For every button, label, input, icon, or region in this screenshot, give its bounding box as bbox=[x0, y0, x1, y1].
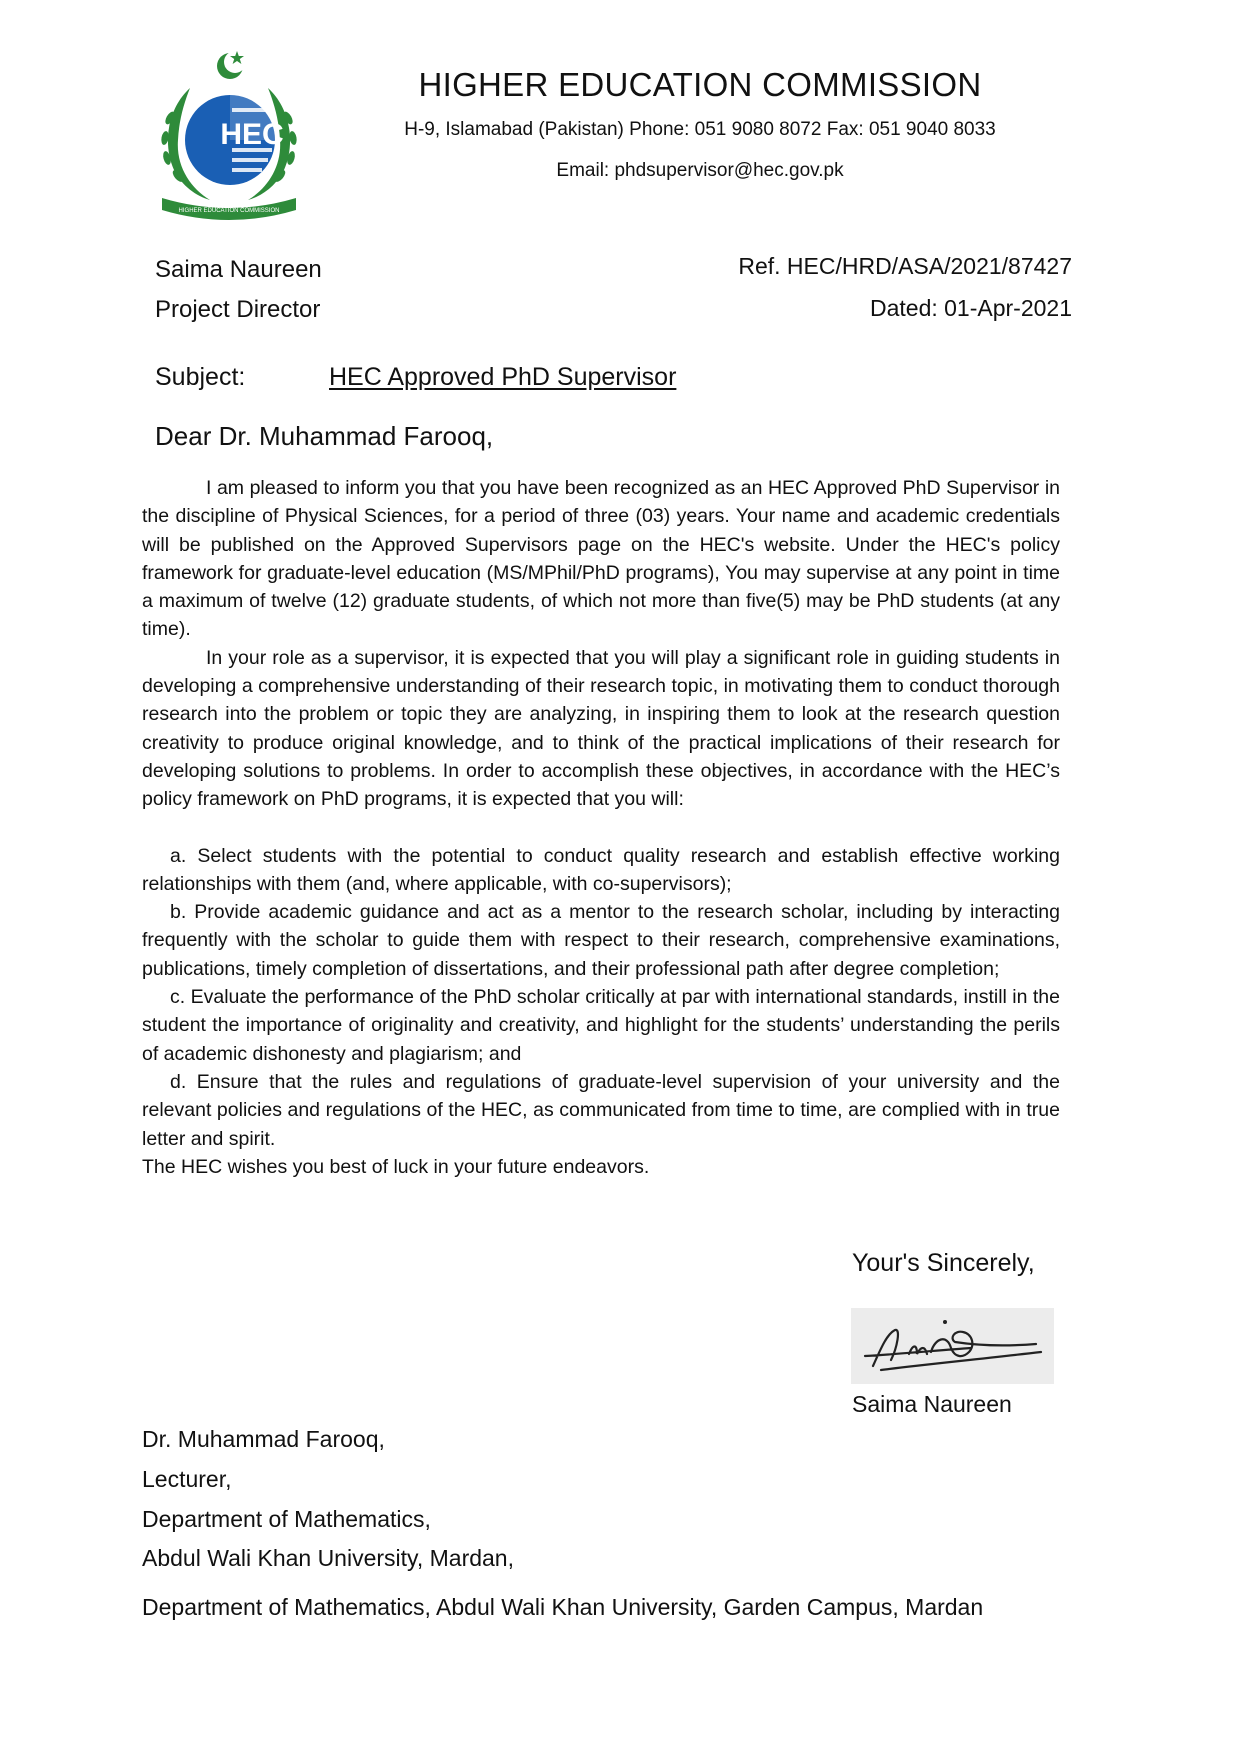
email-line: Email: phdsupervisor@hec.gov.pk bbox=[556, 160, 844, 181]
list-item: c. Evaluate the performance of the PhD scholar critically at par with international standards, instill in the student the importance of originality and creativity, and highlight for the students’ understanding the perils of academic dishonesty and plagiarism; and bbox=[142, 986, 1060, 1065]
body-paragraph: In your role as a supervisor, it is expected that you will play a significant role in guiding students in developing a comprehensive understanding of their research topic, in motivating them to conduct thorough research into the problem or topic they are analyzing, in inspiring them to look at the research question creativity to produce original knowledge, and to think of the practical implications of their research for developing solutions to problems. In order to accomplish these objectives, in accordance with the HEC’s policy framework on PhD programs, it is expected that you will: bbox=[142, 646, 1060, 811]
closing-line: The HEC wishes you best of luck in your future endeavors. bbox=[142, 1155, 650, 1178]
address-line: H-9, Islamabad (Pakistan) Phone: 051 9080 8072 Fax: 051 9040 8033 bbox=[404, 119, 996, 140]
complimentary-close: Your's Sincerely, bbox=[852, 1249, 1035, 1277]
logo-text: HEC bbox=[220, 118, 284, 151]
list-item: d. Ensure that the rules and regulations of graduate-level supervision of your university and the relevant policies and regulations of the HEC, as communicated from time to time, are complied with in true letter and spirit. bbox=[142, 1070, 1060, 1150]
recipient-address: Department of Mathematics, Abdul Wali Khan University, Garden Campus, Mardan bbox=[142, 1594, 984, 1620]
subject-label: Subject: bbox=[155, 363, 246, 391]
logo-ribbon-text: HIGHER EDUCATION COMMISSION bbox=[178, 208, 280, 214]
list-item: b. Provide academic guidance and act as a mentor to the research scholar, including by interacting frequently with the scholar to guide them with respect to their research, comprehensive examinations, publications, timely completion of dissertations, and their professional path after degree completion; bbox=[142, 901, 1060, 980]
organization-name: HIGHER EDUCATION COMMISSION bbox=[418, 66, 982, 103]
letter-body bbox=[142, 474, 1060, 1181]
crescent-star-icon bbox=[217, 51, 246, 79]
sender-name: Saima Naureen bbox=[155, 256, 322, 283]
recipient-university: Abdul Wali Khan University, Mardan, bbox=[142, 1545, 514, 1571]
reference-number: Ref. HEC/HRD/ASA/2021/87427 bbox=[738, 253, 1072, 279]
hec-logo bbox=[150, 48, 308, 220]
list-item: a. Select students with the potential to conduct quality research and establish effective working relationships with them (and, where applicable, with co-supervisors); bbox=[142, 844, 1060, 895]
sender-title: Project Director bbox=[155, 296, 321, 323]
signature-image bbox=[851, 1308, 1054, 1384]
recipient-name: Dr. Muhammad Farooq, bbox=[142, 1426, 385, 1452]
salutation: Dear Dr. Muhammad Farooq, bbox=[155, 421, 494, 451]
signature-name: Saima Naureen bbox=[852, 1391, 1012, 1417]
body-paragraph: I am pleased to inform you that you have been recognized as an HEC Approved PhD Supervisor in the discipline of Physical Sciences, for a period of three (03) years. Your name and academic credentials will be published on the Approved Supervisors page on the HEC's website. Under the HEC's policy framework for graduate-level education (MS/MPhil/PhD programs), You may supervise at any point in time a maximum of twelve (12) graduate students, of which not more than five(5) may be PhD students (at any time). bbox=[142, 477, 1060, 641]
letter-date: Dated: 01-Apr-2021 bbox=[869, 295, 1072, 321]
recipient-position: Lecturer, bbox=[142, 1466, 232, 1492]
recipient-department: Department of Mathematics, bbox=[142, 1506, 431, 1532]
subject-title: HEC Approved PhD Supervisor bbox=[329, 363, 677, 391]
